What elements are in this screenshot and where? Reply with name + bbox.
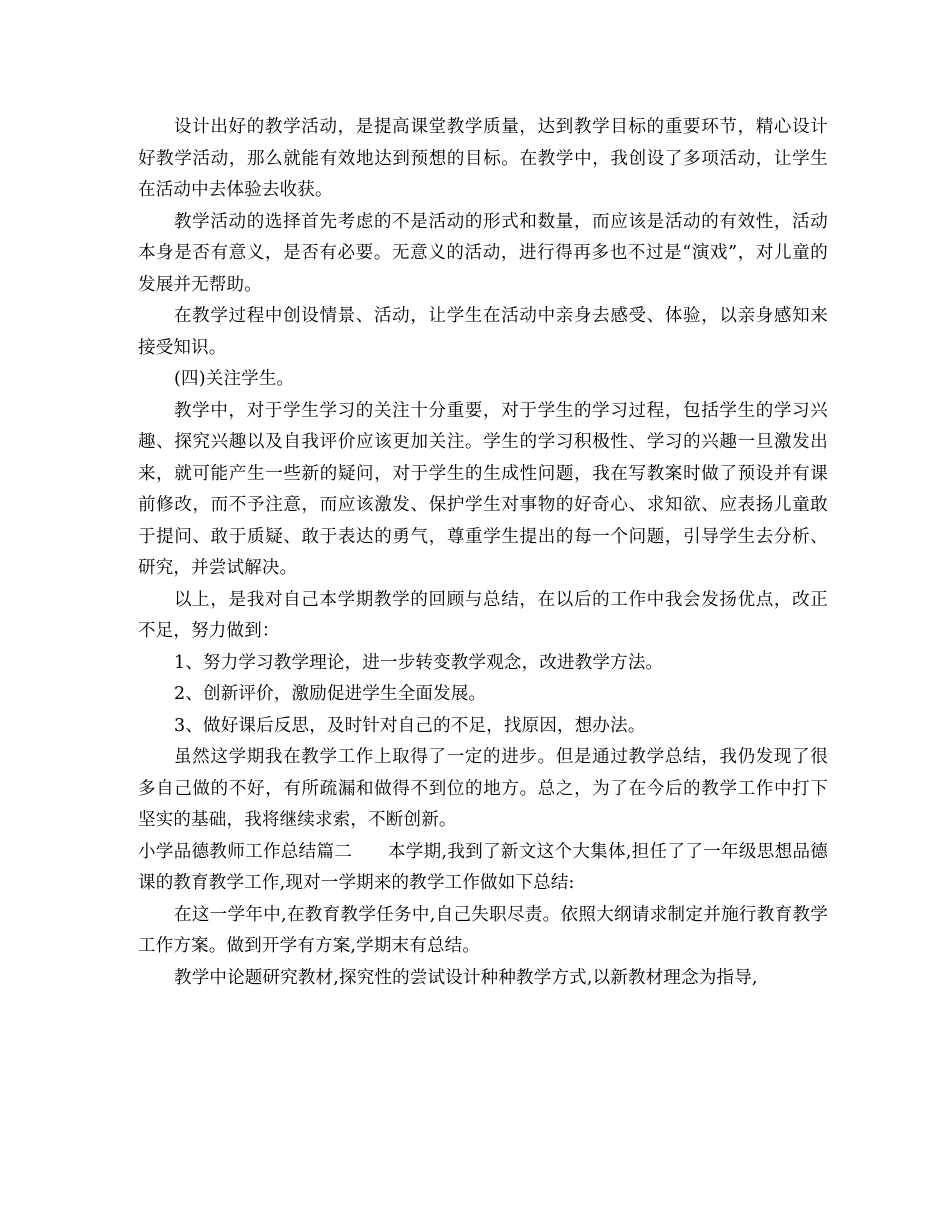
paragraph-5: 教学中，对于学生学习的关注十分重要，对于学生的学习过程，包括学生的学习兴趣、探究兴趣以及自我评价应该更加关注。学生的学习积极性、学习的兴趣一旦激发出来，就可能产生一些新的疑问，对于学生的生成性问题，我在写教案时做了预设并有课前修改，而不予注意，而应该激发、保护学生对事物的好奇心、求知欲、应表扬儿童敢于提问、敢于质疑、敢于表达的勇气，尊重学生提出的每一个问题，引导学生去分析、研究，并尝试解决。 xyxy=(138,400,828,578)
paragraph-6: 以上，是我对自己本学期教学的回顾与总结，在以后的工作中我会发扬优点，改正不足，努力做到： xyxy=(138,589,828,641)
list-item-3: 3、做好课后反思，及时针对自己的不足，找原因，想办法。 xyxy=(174,715,646,736)
paragraph-13: 教学中论题研究教材,探究性的尝试设计种种教学方式,以新教材理念为指导, xyxy=(174,967,758,988)
paragraph-12: 在这一学年中,在教育教学任务中,自己失职尽责。依照大纲请求制定并施行教育教学工作方案。做到开学有方案,学期末有总结。 xyxy=(138,904,828,956)
section-heading-4: (四)关注学生。 xyxy=(174,369,295,389)
list-item-1: 1、努力学习教学理论，进一步转变教学观念，改进教学方法。 xyxy=(174,652,664,673)
document-body xyxy=(138,112,828,994)
paragraph-1: 设计出好的教学活动，是提高课堂教学质量，达到教学目标的重要环节，精心设计好教学活动，那么就能有效地达到预想的目标。在教学中，我创设了多项活动，让学生在活动中去体验去收获。 xyxy=(138,117,828,200)
part-two-intro: 小学品德教师工作总结篇二 本学期,我到了新文这个大集体,担任了了一年级思想品德课的教育教学工作,现对一学期来的教学工作做如下总结: xyxy=(138,841,828,893)
paragraph-3: 在教学过程中创设情景、活动，让学生在活动中亲身去感受、体验，以亲身感知来接受知识。 xyxy=(138,306,828,358)
list-item-2: 2、创新评价，激励促进学生全面发展。 xyxy=(174,684,487,704)
paragraph-2: 教学活动的选择首先考虑的不是活动的形式和数量，而应该是活动的有效性，活动本身是否有意义，是否有必要。无意义的活动，进行得再多也不过是“演戏”，对儿童的发展并无帮助。 xyxy=(138,211,828,295)
paragraph-10: 虽然这学期我在教学工作上取得了一定的进步。但是通过教学总结，我仍发现了很多自己做的不好，有所疏漏和做得不到位的地方。总之，为了在今后的教学工作中打下坚实的基础，我将继续求索，不断创新。 xyxy=(138,747,828,830)
